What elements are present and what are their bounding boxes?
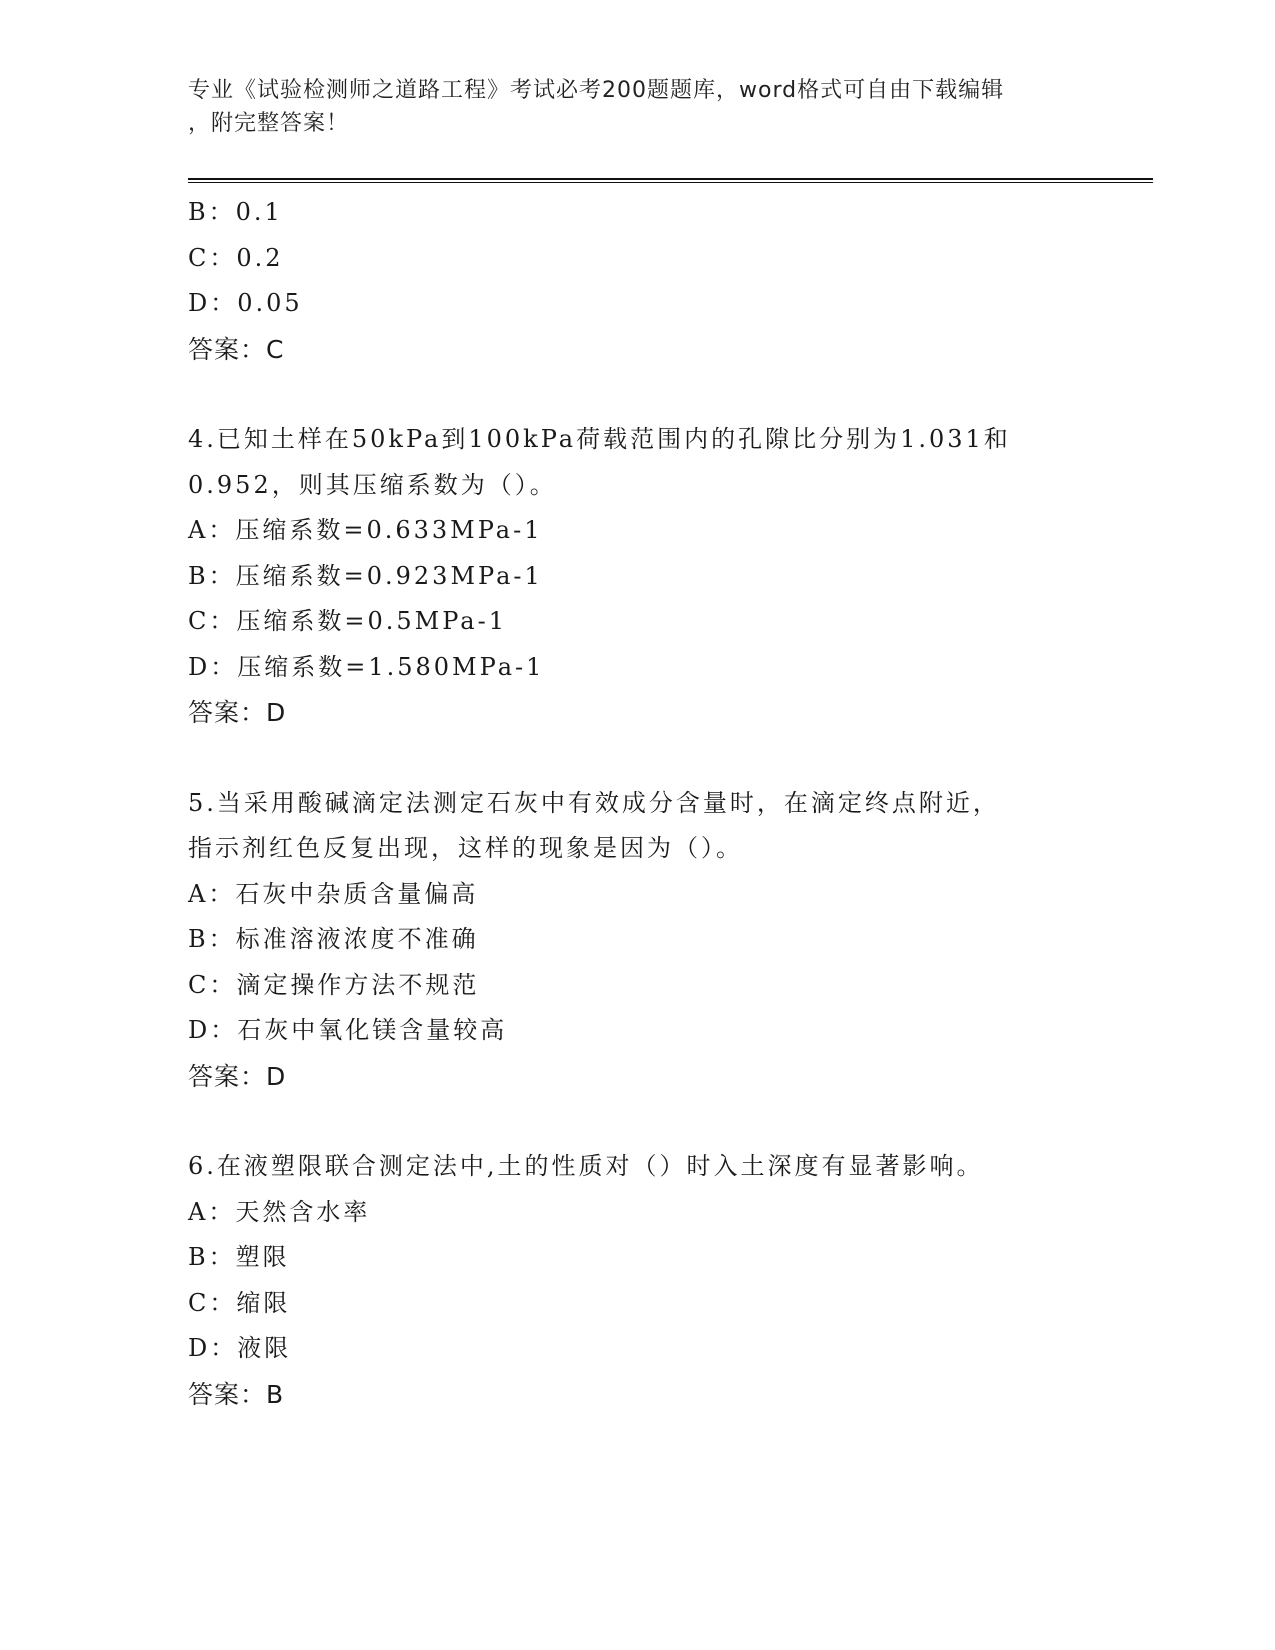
question-stem-line-1: 6.在液塑限联合测定法中,土的性质对（）时入土深度有显著影响。: [188, 1152, 984, 1180]
option-b: B：压缩系数=0.923MPa-1: [188, 561, 543, 590]
option-c: C：压缩系数=0.5MPa-1: [188, 607, 507, 635]
option-d: D：石灰中氧化镁含量较高: [188, 1016, 508, 1044]
header-divider-thin: [188, 182, 1153, 183]
option-b: B：0.1: [188, 198, 283, 226]
answer-line: 答案：C: [188, 334, 285, 364]
option-d: D：压缩系数=1.580MPa-1: [188, 652, 545, 681]
header-title-line-1: 专业《试验检测师之道路工程》考试必考200题题库，word格式可自由下载编辑: [188, 78, 1005, 103]
question-stem-line-2: 指示剂红色反复出现，这样的现象是因为（）。: [188, 834, 743, 862]
option-b: B：标准溶液浓度不准确: [188, 925, 479, 953]
question-stem-line-1: 4.已知土样在50kPa到100kPa荷载范围内的孔隙比分别为1.031和: [188, 425, 1011, 453]
question-list: [188, 190, 1088, 1417]
spacer: [188, 1099, 1088, 1144]
spacer: [188, 372, 1088, 417]
question-4: [188, 417, 1088, 736]
option-a: A：压缩系数=0.633MPa-1: [188, 516, 543, 544]
question-5: [188, 781, 1088, 1100]
document-header: [188, 74, 1068, 140]
option-a: A：石灰中杂质含量偏高: [188, 879, 479, 908]
option-a: A：天然含水率: [188, 1197, 371, 1226]
question-6: [188, 1144, 1088, 1417]
option-d: D：液限: [188, 1334, 292, 1362]
option-c: C：0.2: [188, 243, 284, 272]
answer-line: 答案：D: [188, 698, 287, 727]
answer-line: 答案：D: [188, 1061, 287, 1091]
question-3: [188, 190, 1088, 372]
option-b: B：塑限: [188, 1243, 290, 1271]
header-title-line-2: ，附完整答案！: [188, 111, 350, 136]
option-c: C：缩限: [188, 1288, 291, 1317]
spacer: [188, 736, 1088, 781]
question-stem-line-1: 5.当采用酸碱滴定法测定石灰中有效成分含量时，在滴定终点附近，: [188, 788, 1000, 817]
question-stem-line-2: 0.952，则其压缩系数为（）。: [188, 470, 557, 499]
header-divider-thick: [188, 178, 1153, 180]
answer-line: 答案：B: [188, 1379, 285, 1409]
option-c: C：滴定操作方法不规范: [188, 970, 480, 999]
option-d: D：0.05: [188, 289, 303, 317]
